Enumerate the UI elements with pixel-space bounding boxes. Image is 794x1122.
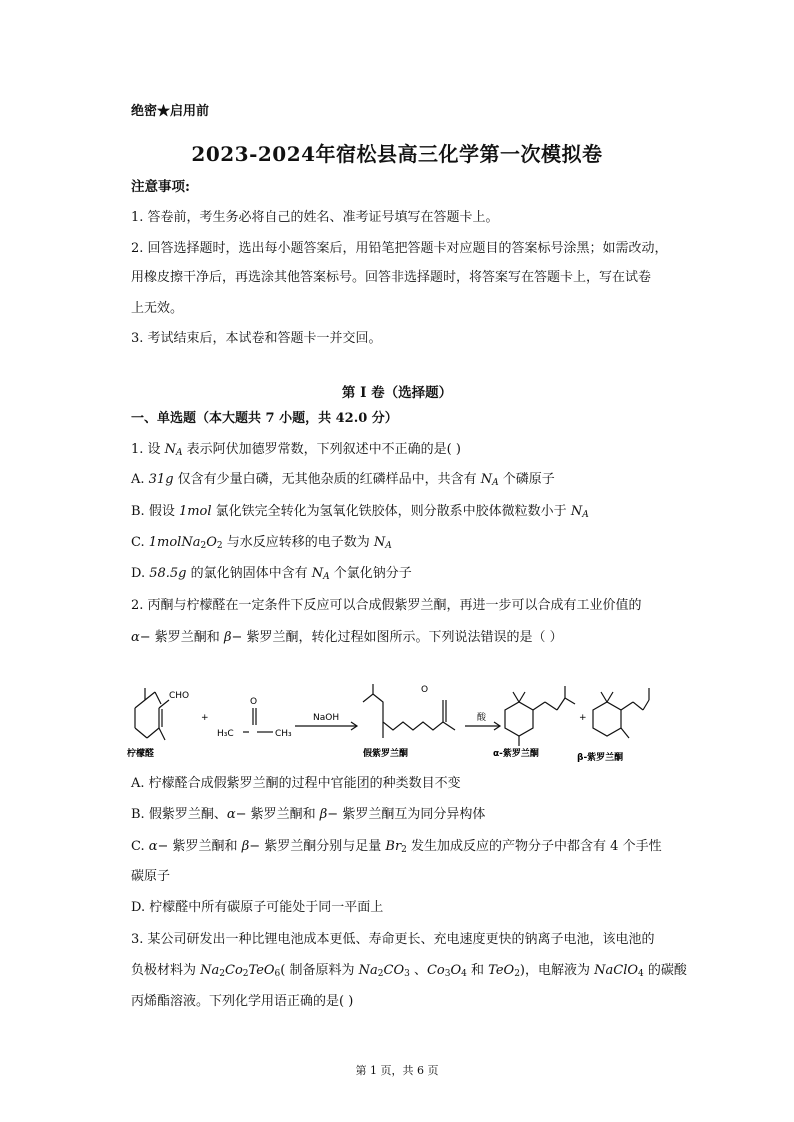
notice-heading: 注意事项: — [131, 179, 190, 195]
q3-stem-line-2: 负极材料为 $Na_2Co_2TeO_6$( 制备原料为 $Na_2CO_3$ 、$Co_3O_4$ 和 TeO$_2$)，电解液为 NaClO$_4$ 的碳酸 — [131, 963, 687, 979]
page-footer: 第 1 页，共 6 页 — [355, 1064, 439, 1077]
label-beta-ionone: β-紫罗兰酮 — [577, 753, 624, 763]
label-citral: 柠檬醛 — [127, 749, 155, 759]
notice-item-1: 1. 答卷前，考生务必将自己的姓名、准考证号填写在答题卡上。 — [131, 210, 499, 225]
q3-stem-line-3: 丙烯酯溶液。下列化学用语正确的是( ) — [131, 994, 354, 1009]
acid-reagent: 酸 — [477, 713, 487, 723]
notice-item-3: 3. 考试结束后，本试卷和答题卡一并交回。 — [131, 331, 382, 346]
acetone-left: H₃C — [217, 729, 234, 739]
notice-item-2-line-1: 2. 回答选择题时，选出每小题答案后，用铅笔把答题卡对应题目的答案标号涂黑；如需改动， — [131, 241, 668, 256]
section-title: 第 I 卷（选择题） — [341, 385, 453, 401]
label-pseudo-ionone: 假紫罗兰酮 — [363, 749, 409, 759]
secret-tag: 绝密★启用前 — [131, 104, 210, 119]
q1-option-c: C. $1molNa_2O_2$ 与水反应转移的电子数为 $N_A$ — [131, 535, 392, 551]
acetone-right: CH₃ — [275, 729, 292, 739]
naoh-reagent: NaOH — [313, 713, 340, 723]
label-alpha-ionone: α-紫罗兰酮 — [493, 749, 539, 759]
q2-stem-line-2: α− 紫罗兰酮和 β− 紫罗兰酮，转化过程如图所示。下列说法错误的是（ ） — [131, 630, 563, 645]
exam-title: 2023-2024年宿松县高三化学第一次模拟卷 — [191, 142, 603, 166]
q1-option-a: A. 31g 仅含有少量白磷，无其他杂质的红磷样品中，共含有 $N_A$ 个磷原子 — [131, 472, 555, 488]
cho-group: CHO — [169, 691, 190, 701]
q3-stem-line-1: 3. 某公司研发出一种比锂电池成本更低、寿命更长、充电速度更快的钠离子电池，该电池的 — [131, 932, 655, 947]
acetone-oxygen: O — [250, 697, 258, 707]
notice-item-2-line-3: 上无效。 — [131, 301, 184, 316]
notice-item-2-line-2: 用橡皮擦干净后，再选涂其他答案标号。回答非选择题时，将答案写在答题卡上，写在试卷 — [131, 270, 652, 285]
q1-stem: 1. 设 $N_A$ 表示阿伏加德罗常数，下列叙述中不正确的是( ) — [131, 442, 461, 458]
q2-stem-line-1: 2. 丙酮与柠檬醛在一定条件下反应可以合成假紫罗兰酮，再进一步可以合成有工业价值的 — [131, 598, 642, 613]
q2-option-b: B. 假紫罗兰酮、α− 紫罗兰酮和 β− 紫罗兰酮互为同分异构体 — [131, 807, 486, 822]
part-one-heading: 一、单选题（本大题共 7 小题，共 42.0 分） — [131, 411, 398, 426]
pseudo-ionone-oxygen: O — [421, 685, 429, 695]
q2-option-c: C. α− 紫罗兰酮和 β− 紫罗兰酮分别与足量 $Br_2$ 发生加成反应的产物分子中都含有 4 个手性 — [131, 839, 662, 855]
q2-option-c-line-2: 碳原子 — [131, 869, 171, 884]
plus-sign-2: + — [579, 713, 587, 723]
q1-option-d: D. 58.5g 的氯化钠固体中含有 $N_A$ 个氯化钠分子 — [131, 566, 412, 582]
reaction-scheme — [125, 680, 655, 770]
plus-sign-1: + — [201, 713, 209, 723]
q1-option-b: B. 假设 1mol 氯化铁完全转化为氢氧化铁胶体，则分散系中胶体微粒数小于 $N_A$ — [131, 504, 589, 520]
q2-option-d: D. 柠檬醛中所有碳原子可能处于同一平面上 — [131, 900, 384, 915]
q2-option-a: A. 柠檬醛合成假紫罗兰酮的过程中官能团的种类数目不变 — [131, 776, 461, 791]
